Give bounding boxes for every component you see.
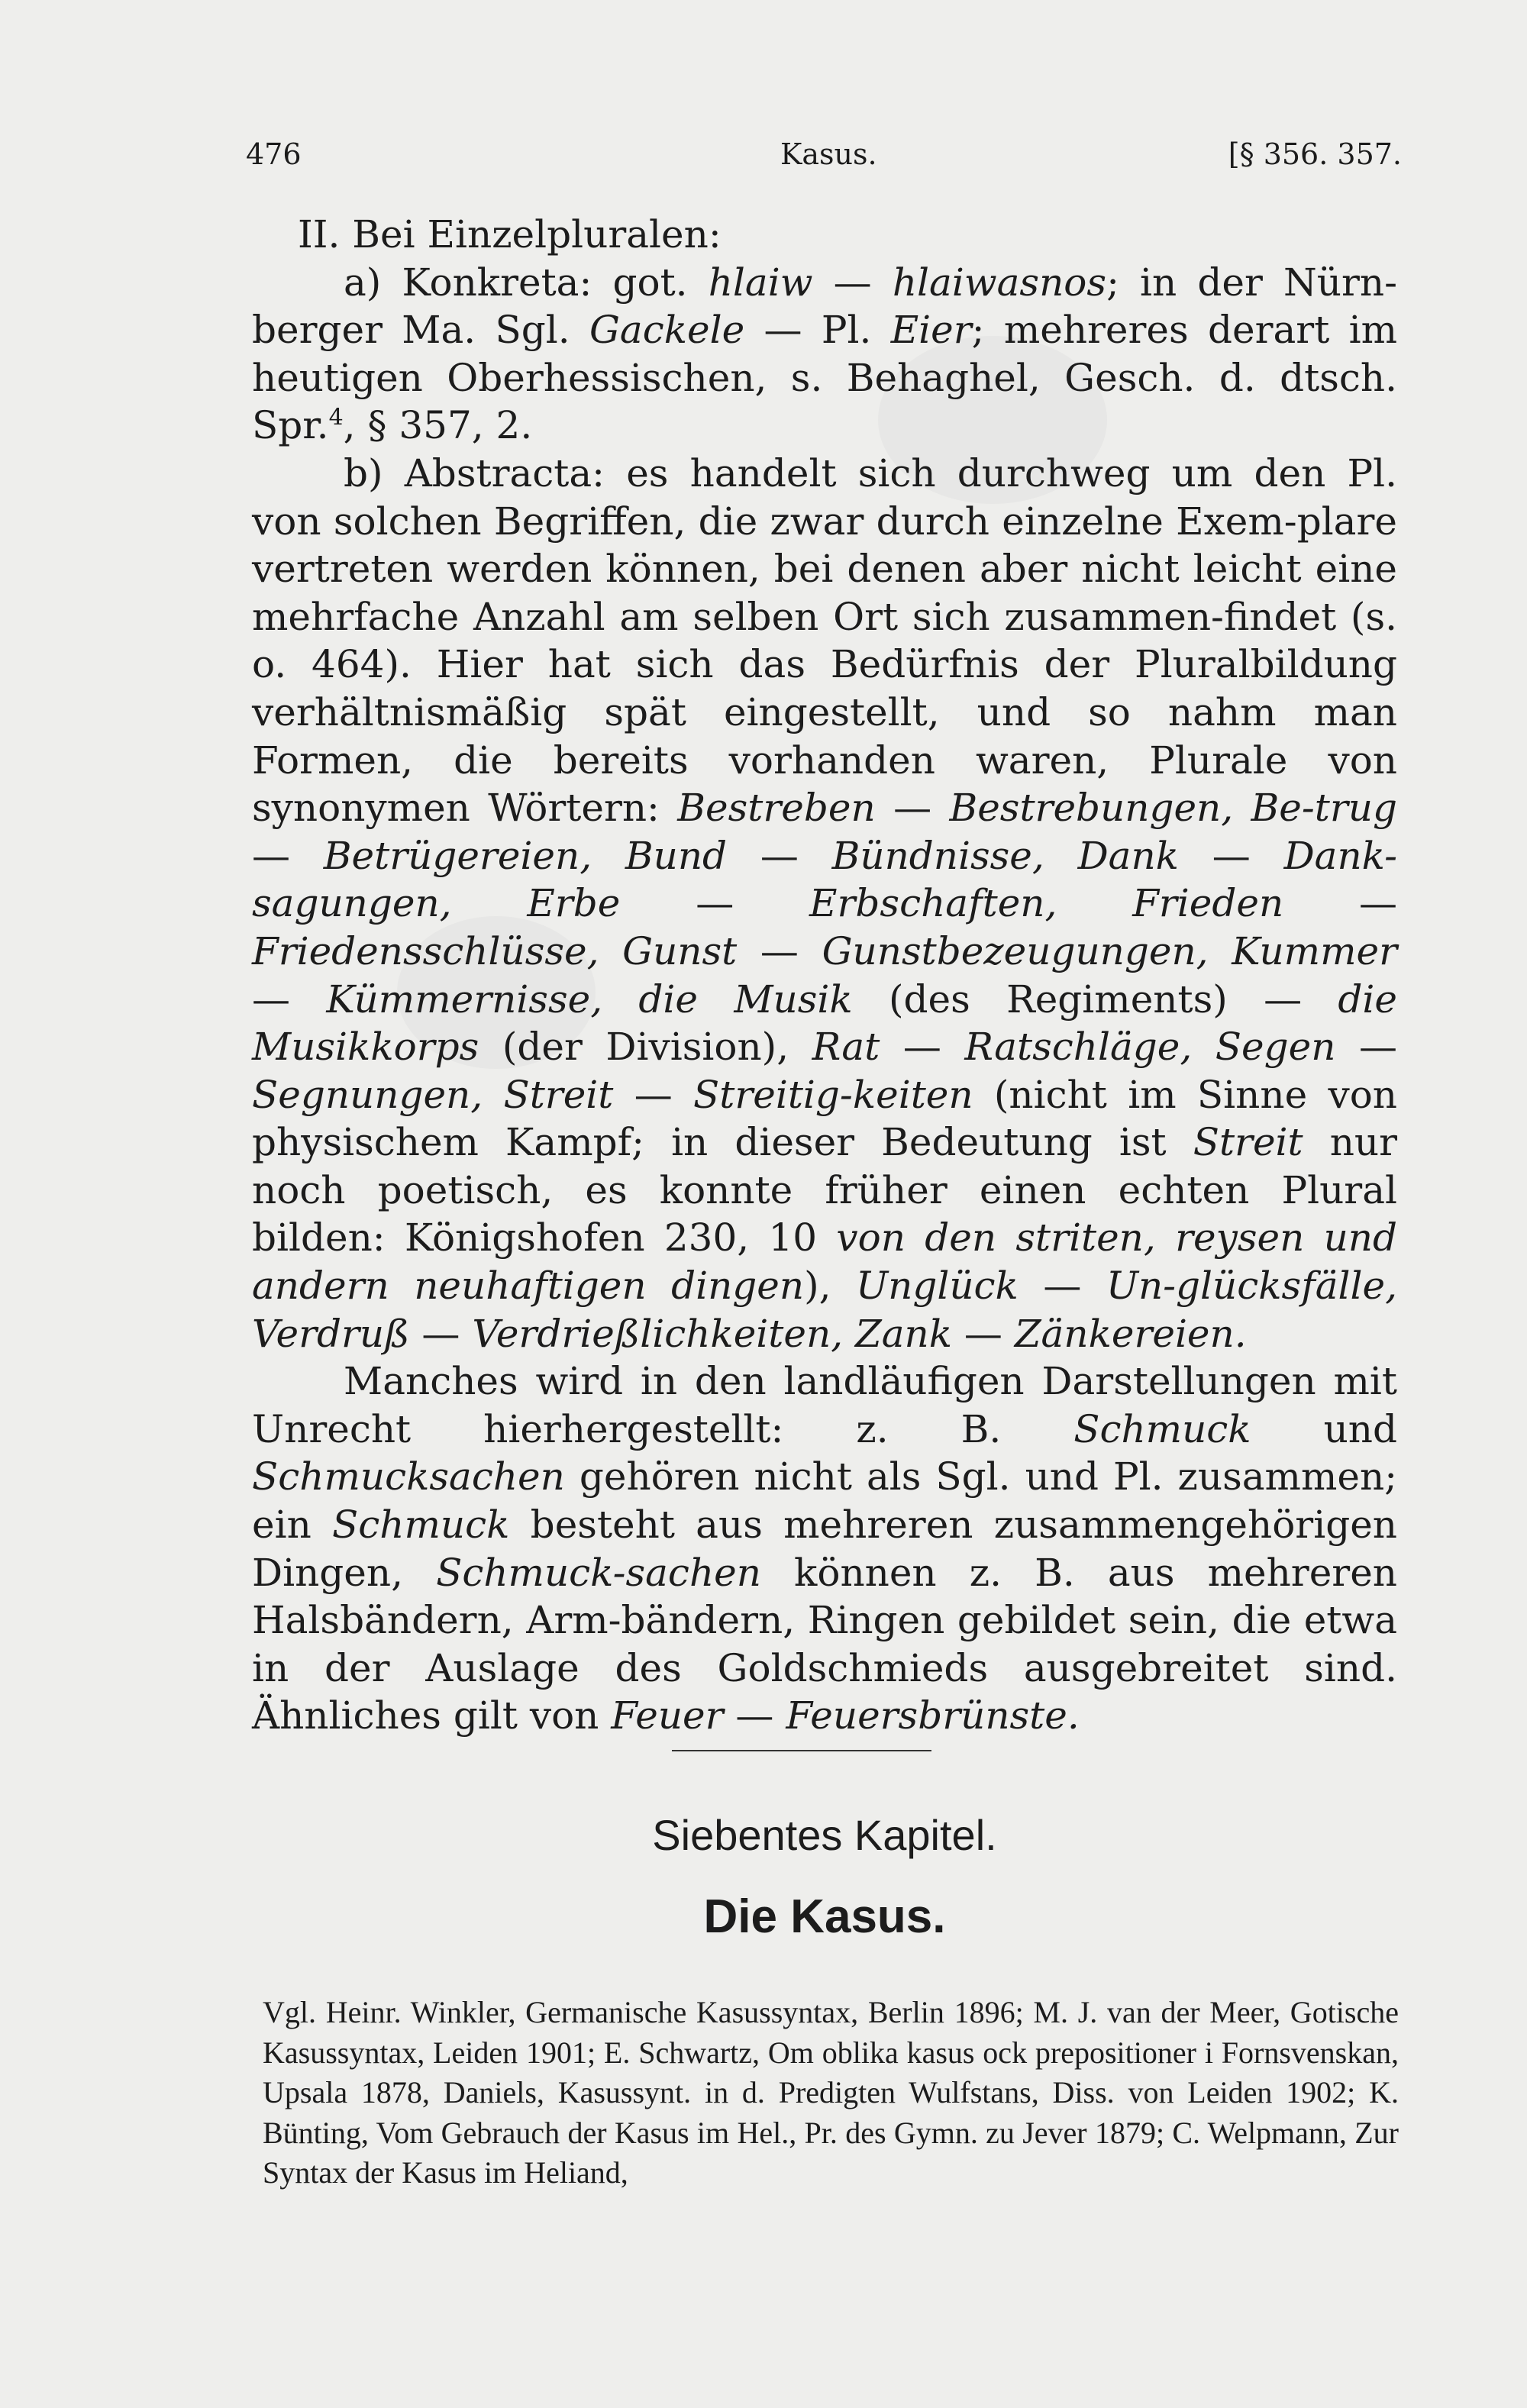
chapter-title: Siebentes Kapitel. <box>652 1811 997 1859</box>
running-title: Kasus. <box>780 137 877 171</box>
running-head <box>246 131 1402 177</box>
bibliography-note <box>263 1993 1399 2193</box>
section-divider <box>672 1750 931 1751</box>
paragraph-concreta: a) Konkreta: got. hlaiw — hlaiwasnos; in der Nürn-berger Ma. Sgl. Gackele — Pl. Eier; mehreres derart im heutigen Oberhessischen, s. Behaghel, Gesch. d. dtsch. Spr.$^4$, § 357, 2. <box>252 260 1397 448</box>
section-heading: II. Bei Einzelpluralen: <box>298 212 722 257</box>
page-number: 476 <box>246 137 302 171</box>
bibliography-text: Vgl. Heinr. Winkler, Germanische Kasussyntax, Berlin 1896; M. J. van der Meer, Gotische Kasussyntax, Leiden 1901; E. Schwartz, Om oblika kasus ock prepositioner i Fornsvenskan, Upsala 1878, Daniels, Kasussynt. in d. Predigten Wulfstans, Diss. von Leiden 1902; K. Bünting, Vom Gebrauch der Kasus im Hel., Pr. des Gymn. zu Jever 1879; C. Welpmann, Zur Syntax der Kasus im Heliand, <box>263 1995 1399 2190</box>
main-text <box>252 211 1397 1740</box>
section-reference: [§ 356. 357. <box>1228 137 1402 171</box>
paragraph-manches: Manches wird in den landläufigen Darstellungen mit Unrecht hierhergestellt: z. B. Schmuck und Schmucksachen gehören nicht als Sgl. und Pl. zusammen; ein Schmuck besteht aus mehreren zusammengehörigen Dingen, Schmuck-sachen können z. B. aus mehreren Halsbändern, Arm-bändern, Ringen gebildet sein, die etwa in der Auslage des Goldschmieds ausgebreitet sind. Ähnliches gilt von Feuer — Feuersbrünste. <box>252 1359 1397 1738</box>
paragraph-abstracta: b) Abstracta: es handelt sich durchweg um den Pl. von solchen Begriffen, die zwar durch einzelne Exem-plare vertreten werden können, bei denen aber nicht leicht eine mehrfache Anzahl am selben Ort sich zusammen-findet (s. o. 464). Hier hat sich das Bedürfnis der Pluralbildung verhältnismäßig spät eingestellt, und so nahm man Formen, die bereits vorhanden waren, Plurale von synonymen Wörtern: Bestreben — Bestrebungen, Be-trug — Betrügereien, Bund — Bündnisse, Dank — Dank-sagungen, Erbe — Erbschaften, Frieden — Friedensschlüsse, Gunst — Gunstbezeugungen, Kummer — Kümmernisse, die Musik (des Regiments) — die Musikkorps (der Division), Rat — Ratschläge, Segen — Segnungen, Streit — Streitig-keiten (nicht im Sinne von physischem Kampf; in dieser Bedeutung ist Streit nur noch poetisch, es konnte früher einen echten Plural bilden: Königshofen 230, 10 von den striten, reysen und andern neuhaftigen dingen), Unglück — Un-glücksfälle, Verdruß — Verdrießlichkeiten, Zank — Zänkereien. <box>252 450 1398 1356</box>
chapter-subtitle: Die Kasus. <box>703 1890 946 1943</box>
